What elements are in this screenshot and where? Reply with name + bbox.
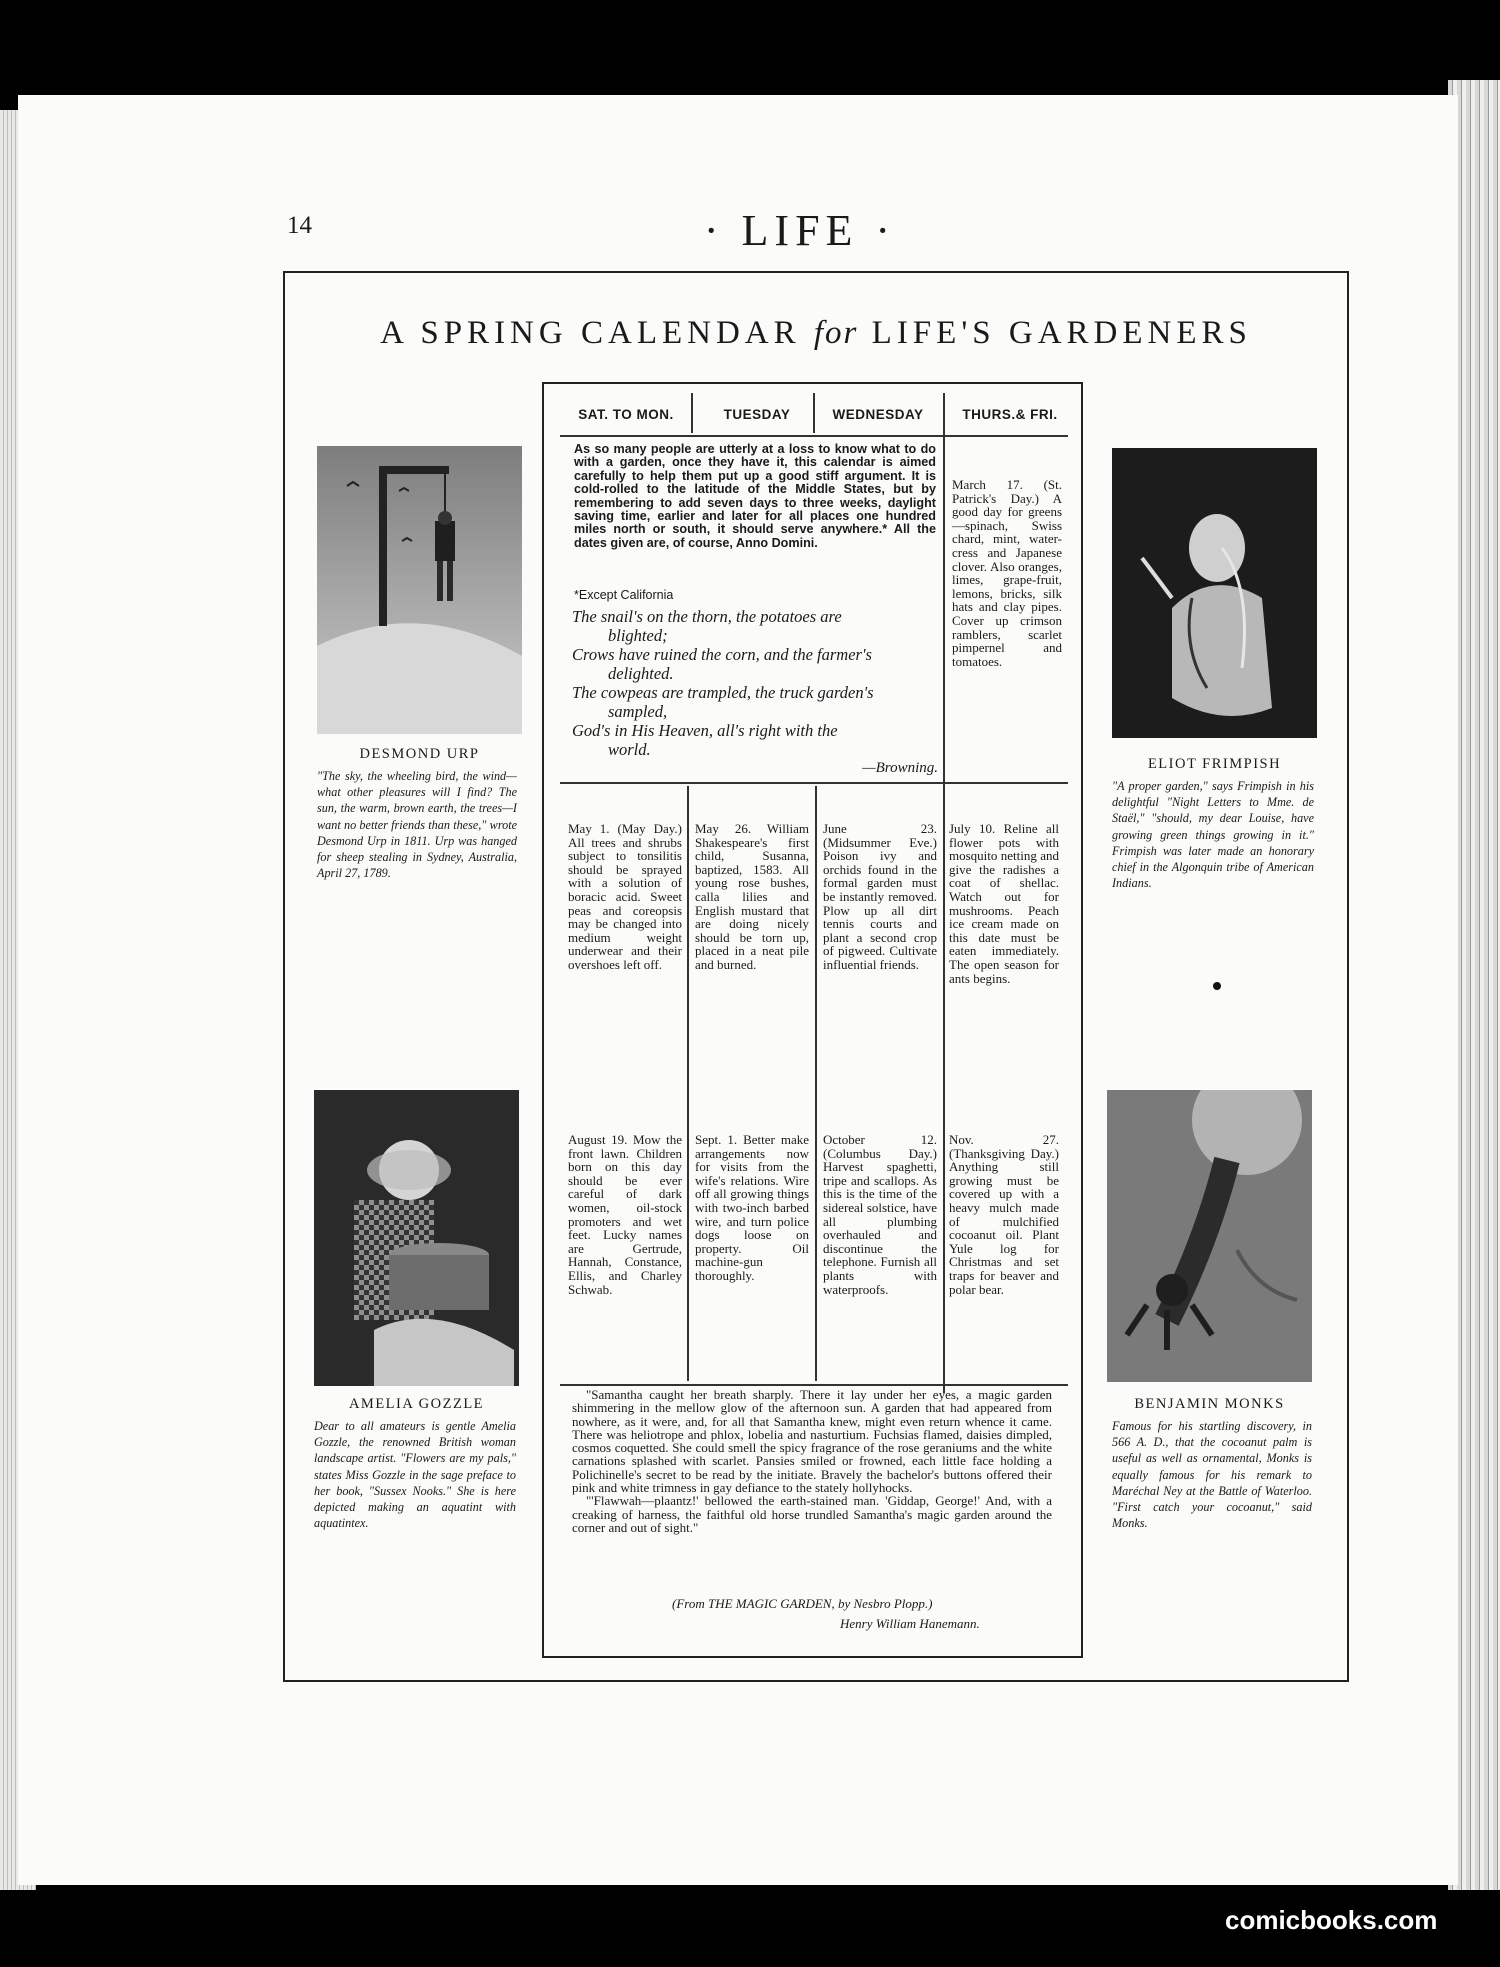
magic-garden-quote	[572, 1388, 1052, 1534]
quote-author: Henry William Hanemann.	[840, 1616, 980, 1631]
quote-paragraph: "'Flawwah—plaantz!' bellowed the earth-stained man. 'Giddap, George!' And, with a creaking of harness, the faithful old horse trundled Samantha's magic garden around the corner and out of sight."	[572, 1493, 1052, 1535]
monks-illustration	[1107, 1090, 1312, 1382]
rule-col2-head	[813, 393, 815, 433]
poem-line: sampled,	[608, 702, 668, 721]
intro-text: As so many people are utterly at a loss to know what to do with a garden, once they have it, this calendar is aimed carefully to help them put up a good stiff argument. It is cold-rolled to the latitude of the Middle States, but by remembering to add seven days to three weeks, daylight saving time, earlier and later for all places one hundred miles north or south, it should serve anywhere.* All the dates given are, of course, Anno Domini.	[574, 442, 936, 550]
masthead: · LIFE ·	[703, 206, 897, 255]
rule-col2	[815, 786, 817, 1381]
rule-col3	[943, 393, 945, 1393]
frimpish-caption: "A proper garden," says Frimpish in his delightful "Night Letters to Mme. de Staël," "should, my dear Louise, have growing green things growing in it." Frimpish was later made an honorary chief in the Algonquin tribe of American Indians.	[1112, 779, 1314, 891]
entry-june23: June 23. (Midsummer Eve.) Poison ivy and orchids found in the formal garden must be instantly removed. Plow up all dirt tennis courts and plant a second crop of pigweed. Cultivate influential friends.	[823, 821, 937, 972]
gozzle-illustration	[314, 1090, 519, 1386]
poem-line: world.	[608, 740, 651, 759]
entry-nov27: Nov. 27. (Thanksgiving Day.) Anything still growing must be covered up with a heavy mulch made of mulchified cocoanut oil. Plant Yule log for Christmas and set traps for beaver and polar bear.	[949, 1132, 1059, 1297]
rule-col1	[687, 786, 689, 1381]
poem-line: The cowpeas are trampled, the truck garden's	[572, 683, 874, 702]
headline	[283, 315, 1349, 352]
headline-post: LIFE'S GARDENERS	[871, 315, 1252, 351]
poem-attribution: —Browning.	[862, 760, 938, 776]
entry-march17: March 17. (St. Patrick's Day.) A good day for greens—spinach, Swiss chard, mint, water-cress and Japanese clover. Also oranges, limes, grape-fruit, lemons, bricks, silk hats and clay pipes. Cover up crimson ramblers, scarlet pimpernel and tomatoes.	[952, 477, 1062, 669]
poem-line: Crows have ruined the corn, and the farmer's	[572, 645, 872, 664]
col-head-tuesday: TUESDAY	[723, 407, 791, 422]
monks-drawing	[1107, 1090, 1312, 1382]
poem-line: delighted.	[608, 664, 674, 683]
entry-aug19: August 19. Mow the front lawn. Children born on this day should be ever careful of dark women, oil-stock promoters and wet feet. Lucky names are Gertrude, Hannah, Constance, Ellis, and Charley Schwab.	[568, 1132, 682, 1297]
entry-may26: May 26. William Shakespeare's first child, Susanna, baptized, 1583. All young rose bushes, calla lilies and English mustard that are doing nicely should be torn up, placed in a neat pile and burned.	[695, 821, 809, 972]
urp-illustration	[317, 446, 522, 734]
quote-source: (From THE MAGIC GARDEN, by Nesbro Plopp.)	[672, 1596, 933, 1611]
gozzle-name: AMELIA GOZZLE	[348, 1396, 485, 1412]
ink-spot	[1213, 982, 1221, 990]
entry-may1: May 1. (May Day.) All trees and shrubs subject to tonsilitis should be sprayed with a solution of boracic acid. Sweet peas and coreopsis may be changed into medium weight underwear and their overshoes left off.	[568, 821, 682, 972]
frimpish-name: ELIOT FRIMPISH	[1147, 756, 1282, 772]
monks-caption: Famous for his startling discovery, in 566 A. D., that the cocoanut palm is useful as well as ornamental, Monks is equally famous for his remark to Maréchal Ney at the Battle of Waterloo. "First catch your cocoanut," said Monks.	[1112, 1419, 1312, 1531]
frimpish-illustration	[1112, 448, 1317, 738]
gozzle-drawing	[314, 1090, 519, 1386]
col-head-wednesday: WEDNESDAY	[832, 407, 924, 422]
gallows-drawing	[317, 446, 522, 734]
monks-name: BENJAMIN MONKS	[1134, 1396, 1285, 1412]
rule-col1-head	[691, 393, 693, 433]
rule-header	[560, 435, 1068, 437]
entry-july10: July 10. Reline all flower pots with mosquito netting and give the radishes a coat of shellac. Watch out for mushrooms. Peach ice cream made on this date must be eaten immediately. The open season for ants begins.	[949, 821, 1059, 986]
page-number: 14	[287, 212, 312, 239]
poem-line: The snail's on the thorn, the potatoes are	[572, 607, 842, 626]
poem-line: blighted;	[608, 626, 668, 645]
entry-sept1: Sept. 1. Better make arrangements now for visits from the wife's relations. Wire off all growing things with two-inch barbed wire, and turn police dogs loose on property. Oil machine-gun thoroughly.	[695, 1132, 809, 1283]
urp-name: DESMOND URP	[359, 746, 480, 762]
frimpish-drawing	[1112, 448, 1317, 738]
rule-row1	[560, 782, 1068, 784]
urp-caption: "The sky, the wheeling bird, the wind—what other pleasures will I find? The sun, the warm, brown earth, the trees—I want no better friends than these," wrote Desmond Urp in 1811. Urp was hanged for sheep stealing in Sydney, Australia, April 27, 1789.	[317, 769, 517, 881]
poem-line: God's in His Heaven, all's right with the	[572, 721, 838, 740]
entry-oct12: October 12. (Columbus Day.) Harvest spaghetti, tripe and scallops. As this is the time of the sidereal solstice, have all plumbing overhauled and discontinue the telephone. Furnish all plants with waterproofs.	[823, 1132, 937, 1297]
watermark: comicbooks.com	[1225, 1905, 1438, 1935]
poem	[572, 607, 938, 778]
col-head-thurs-fri: THURS.& FRI.	[962, 407, 1058, 422]
headline-italic: for	[813, 315, 859, 351]
col-head-sat-mon: SAT. TO MON.	[578, 407, 674, 422]
gozzle-caption: Dear to all amateurs is gentle Amelia Gozzle, the renowned British woman landscape artist. "Flowers are my pals," states Miss Gozzle in the sage preface to her book, "Sussex Nooks." She is here depicted making an aquatint with aquatintex.	[314, 1419, 516, 1531]
footnote: *Except California	[574, 588, 674, 602]
quote-paragraph: "Samantha caught her breath sharply. There it lay under her eyes, a magic garden shimmering in the mellow glow of the afternoon sun. A garden that had appeared from nowhere, as it were, and, for all that Samantha knew, might even return whence it came. There was heliotrope and phlox, lobelia and nasturtium. Fuchsias flamed, daisies dimpled, cosmos coquetted. She could smell the spicy fragrance of the rose geraniums and the white carnations splashed with scarlet. Pansies smiled or frowned, each little face holding a Polichinelle's secret to be read by the initiate. Bravely the bachelor's buttons offered their pink and white trimness in gay defiance to the stately hollyhocks.	[572, 1387, 1052, 1496]
headline-pre: A SPRING CALENDAR	[380, 315, 801, 351]
rule-row3	[560, 1384, 1068, 1386]
